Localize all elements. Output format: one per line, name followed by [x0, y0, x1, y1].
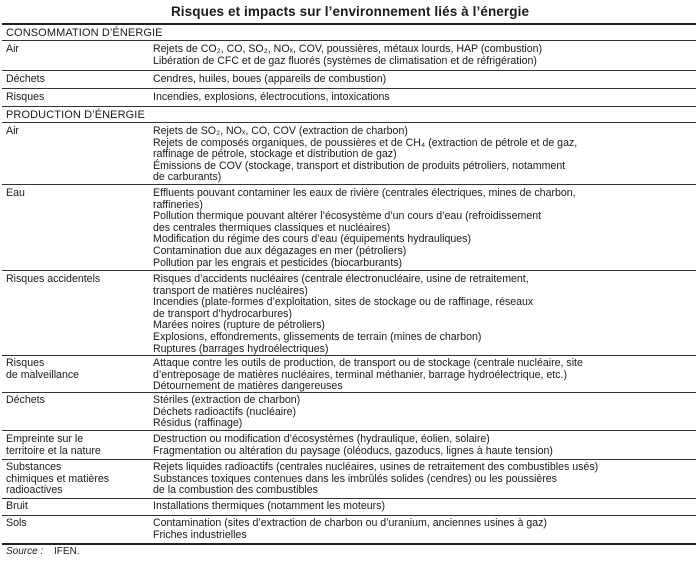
row-category: Risques [6, 91, 45, 103]
row-category: Déchets [6, 73, 45, 85]
row-description-line: des centrales thermiques classiques et nucléaires) [153, 221, 391, 234]
row-description-line: transport de matières nucléaires) [153, 284, 308, 297]
row-category: radioactives [6, 484, 63, 497]
row-description-line: Déchets radioactifs (nucléaire) [153, 405, 297, 418]
row-description-line: Marées noires (rupture de pétroliers) [153, 319, 325, 332]
row-rule [2, 355, 696, 356]
page-title: Risques et impacts sur l’environnement liés à l’énergie [170, 4, 530, 19]
row-description-line: Libération de CFC et de gaz fluorés (systèmes de climatisation et de réfrigération) [153, 54, 537, 67]
row-rule [2, 392, 696, 393]
section-heading-production: PRODUCTION D’ÉNERGIE [6, 109, 145, 121]
row-rule [2, 515, 696, 516]
row-category: de malveillance [6, 368, 80, 381]
row-description-line: Explosions, effondrements, glissements de terrain (mines de charbon) [153, 330, 482, 343]
section-heading-consommation: CONSOMMATION D’ÉNERGIE [6, 27, 163, 39]
row-description-line: de la combustion des combustibles [153, 484, 318, 497]
row-rule [2, 430, 696, 431]
row-category: chimiques et matières [6, 472, 110, 485]
row-description-line: Friches industrielles [153, 528, 247, 541]
row-description-line: Émissions de COV (stockage, transport et distribution de produits pétroliers, notamment [153, 159, 566, 172]
row-description-line: Cendres, huiles, boues (appareils de combustion) [153, 73, 387, 85]
row-category: Bruit [6, 500, 28, 512]
row-category: Substances [6, 461, 62, 473]
row-description-line: d’entreposage de matières nucléaires, terminal méthanier, barrage hydroélectrique, etc.) [153, 368, 567, 381]
row-description-line: Détournement de matières dangereuses [153, 380, 343, 393]
row-description-line: Rejets de composés organiques, de poussières et de CH₄ (extraction de pétrole et de gaz, [153, 136, 578, 149]
row-category: Air [6, 125, 19, 137]
row-category: Sols [6, 517, 27, 529]
row-description-line: raffineries) [153, 198, 203, 211]
row-description-line: Attaque contre les outils de production, de transport ou de stockage (centrale nucléaire, site [153, 357, 583, 369]
source-note [6, 546, 80, 558]
row-category: Air [6, 43, 19, 55]
row-category: Eau [6, 187, 25, 199]
section-rule [2, 122, 696, 123]
source-value: IFEN. [54, 546, 80, 557]
row-rule [2, 270, 696, 271]
row-description-line: de carburants) [153, 171, 222, 184]
row-description-line: Rejets de SO₂, NOₓ, CO, COV (extraction de charbon) [153, 125, 408, 137]
row-description-line: Contamination (sites d’extraction de charbon ou d’uranium, anciennes usines à gaz) [153, 517, 547, 529]
row-description-line: Contamination due aux dégazages en mer (pétroliers) [153, 244, 407, 257]
row-category: Empreinte sur le [6, 433, 84, 445]
row-rule [2, 459, 696, 460]
row-rule [2, 70, 696, 71]
row-description-line: Incendies, explosions, électrocutions, intoxications [153, 91, 390, 103]
source-label: Source : [6, 546, 44, 557]
row-description-line: Destruction ou modification d’écosystèmes (hydraulique, éolien, solaire) [153, 433, 490, 445]
row-description-line: raffinage de pétrole, stockage et distribution de gaz) [153, 148, 397, 161]
row-description-line: Risques d’accidents nucléaires (centrale électronucléaire, usine de retraitement, [153, 273, 529, 285]
row-description-line: Rejets de CO₂, CO, SO₂, NOₓ, COV, poussières, métaux lourds, HAP (combustion) [153, 43, 543, 55]
row-rule [2, 498, 696, 499]
row-rule [2, 88, 696, 89]
row-category: territoire et la nature [6, 444, 101, 457]
row-category: Déchets [6, 394, 45, 406]
row-description-line: Rejets liquides radioactifs (centrales nucléaires, usines de retraitement des combustibles usés) [153, 461, 599, 473]
row-description-line: Modification du régime des cours d’eau (équipements hydrauliques) [153, 233, 471, 246]
row-description-line: Pollution thermique pouvant altérer l’écosystème d’un cours d’eau (refroidissement [153, 210, 542, 223]
row-rule [2, 184, 696, 185]
row-category: Risques accidentels [6, 273, 101, 285]
row-description-line: Fragmentation ou altération du paysage (oléoducs, gazoducs, lignes à haute tension) [153, 444, 553, 457]
row-description-line: Incendies (plate-formes d’exploitation, sites de stockage ou de raffinage, réseaux [153, 296, 534, 309]
row-category: Risques [6, 357, 45, 369]
row-description-line: Ruptures (barrages hydroélectriques) [153, 342, 329, 355]
row-description-line: de transport d’hydrocarbures) [153, 307, 292, 320]
row-description-line: Résidus (raffinage) [153, 417, 243, 430]
row-description-line: Substances toxiques contenues dans les imbrûlés solides (cendres) ou les poussières [153, 472, 557, 485]
section-rule [2, 40, 696, 41]
row-description-line: Effluents pouvant contaminer les eaux de rivière (centrales électriques, mines de charbon, [153, 187, 576, 199]
top-rule [2, 23, 696, 25]
row-description-line: Stériles (extraction de charbon) [153, 394, 301, 406]
row-description-line: Pollution par les engrais et pesticides (biocarburants) [153, 256, 403, 269]
row-rule [2, 106, 696, 107]
bottom-rule [2, 543, 696, 545]
row-description-line: Installations thermiques (notamment les moteurs) [153, 500, 385, 512]
